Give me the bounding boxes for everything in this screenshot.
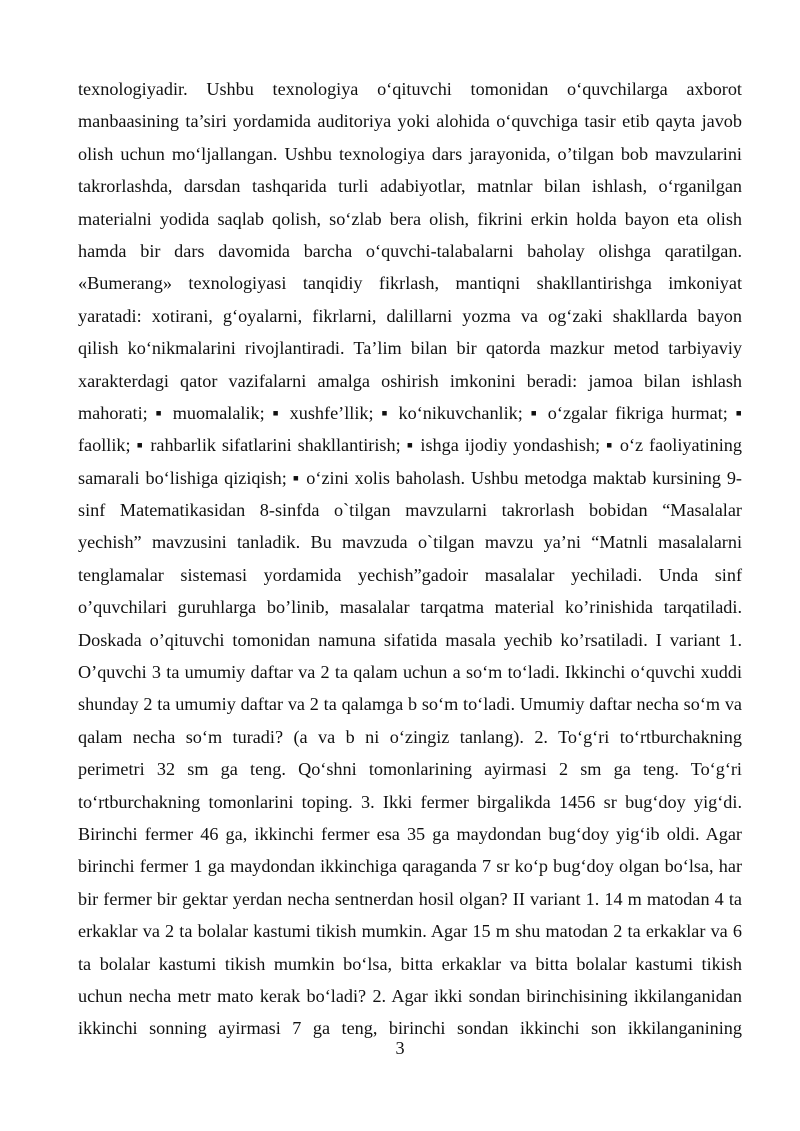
text-line: bir fermer bir gektar yerdan necha sentnerdan hosil olgan? II variant 1. 14 m matodan 4 ta: [78, 888, 742, 909]
text-line: erkaklar va 2 ta bolalar kastumi tikish mumkin. Agar 15 m shu matodan 2 ta erkaklar va 6: [78, 921, 742, 942]
text-line: to‘rtburchakning tomonlarini toping. 3. Ikki fermer birgalikda 1456 sr bug‘doy yig‘di.: [78, 791, 742, 812]
text-line: hamda bir dars davomida barcha o‘quvchi-talabalarni baholay olishga qaratilgan.: [78, 240, 742, 261]
text-line: texnologiyadir. Ushbu texnologiya o‘qituvchi tomonidan o‘quvchilarga axborot: [78, 79, 742, 99]
text-line: uchun necha metr mato kerak bo‘ladi? 2. Agar ikki sondan birinchisining ikkilanganidan: [78, 985, 742, 1006]
text-line: Doskada o’qituvchi tomonidan namuna sifatida masala yechib ko’rsatiladi. I variant 1.: [78, 629, 742, 650]
text-line: perimetri 32 sm ga teng. Qo‘shni tomonlarining ayirmasi 2 sm ga teng. To‘g‘ri: [78, 759, 742, 780]
page-number: 3: [395, 1038, 405, 1058]
text-line: olish uchun mo‘ljallangan. Ushbu texnologiya dars jarayonida, o’tilgan bob mavzularini: [78, 143, 742, 164]
text-line: xarakterdagi qator vazifalarni amalga oshirish imkonini beradi: jamoa bilan ishlash: [78, 370, 742, 391]
text-line: takrorlashda, darsdan tashqarida turli adabiyotlar, matnlar bilan ishlash, o‘rganilgan: [78, 176, 742, 197]
text-line: yechish” mavzusini tanladik. Bu mavzuda o`tilgan mavzu ya’ni “Matnli masalalarni: [78, 532, 742, 553]
text-line: o’quvchilari guruhlarga bo’linib, masalalar tarqatma material ko’rinishida tarqatiladi.: [78, 597, 742, 618]
text-line: samarali bo‘lishiga qiziqish; ▪ o‘zini xolis baholash. Ushbu metodga maktab kursining 9-: [78, 467, 742, 488]
text-line: mahorati; ▪ muomalalik; ▪ xushfe’llik; ▪ ko‘nikuvchanlik; ▪ o‘zgalar fikriga hurmat; ▪: [78, 402, 742, 423]
text-line: qalam necha so‘m turadi? (a va b ni o‘zingiz tanlang). 2. To‘g‘ri to‘rtburchakning: [78, 726, 742, 747]
text-line: «Bumerang» texnologiyasi tanqidiy fikrlash, mantiqni shakllantirishga imkoniyat: [78, 273, 742, 294]
text-line: ikkinchi sonning ayirmasi 7 ga teng, birinchi sondan ikkinchi son ikkilanganining: [78, 1018, 742, 1039]
body-paragraph: [78, 73, 742, 1045]
text-line: O’quvchi 3 ta umumiy daftar va 2 ta qalam uchun a so‘m to‘ladi. Ikkinchi o‘quvchi xuddi: [78, 662, 742, 683]
text-line: manbaasining ta’siri yordamida auditoriya yoki alohida o‘quvchiga tasir etib qayta javob: [78, 111, 742, 132]
text-line: Birinchi fermer 46 ga, ikkinchi fermer esa 35 ga maydondan bug‘doy yig‘ib oldi. Agar: [78, 823, 742, 844]
text-line: materialni yodida saqlab qolish, so‘zlab bera olish, fikrini erkin holda bayon eta olish: [78, 208, 742, 229]
text-line: tenglamalar sistemasi yordamida yechish”gadoir masalalar yechiladi. Unda sinf: [78, 564, 742, 585]
text-line: shunday 2 ta umumiy daftar va 2 ta qalamga b so‘m to‘ladi. Umumiy daftar necha so‘m va: [78, 694, 742, 715]
text-line: yaratadi: xotirani, g‘oyalarni, fikrlarni, dalillarni yozma va og‘zaki shakllarda bayon: [78, 305, 742, 326]
text-line: sinf Matematikasidan 8-sinfda o`tilgan mavzularni takrorlash bobidan “Masalalar: [78, 500, 742, 521]
text-line: birinchi fermer 1 ga maydondan ikkinchiga qaraganda 7 sr ko‘p bug‘doy olgan bo‘lsa, har: [78, 856, 742, 877]
text-line: qilish ko‘nikmalarini rivojlantiradi. Ta’lim bilan bir qatorda mazkur metod tarbiyaviy: [78, 338, 742, 359]
text-line: ta bolalar kastumi tikish mumkin bo‘lsa, bitta erkaklar va bitta bolalar kastumi tikish: [78, 953, 742, 974]
text-line: faollik; ▪ rahbarlik sifatlarini shakllantirish; ▪ ishga ijodiy yondashish; ▪ o‘z faoliyatining: [78, 435, 742, 456]
